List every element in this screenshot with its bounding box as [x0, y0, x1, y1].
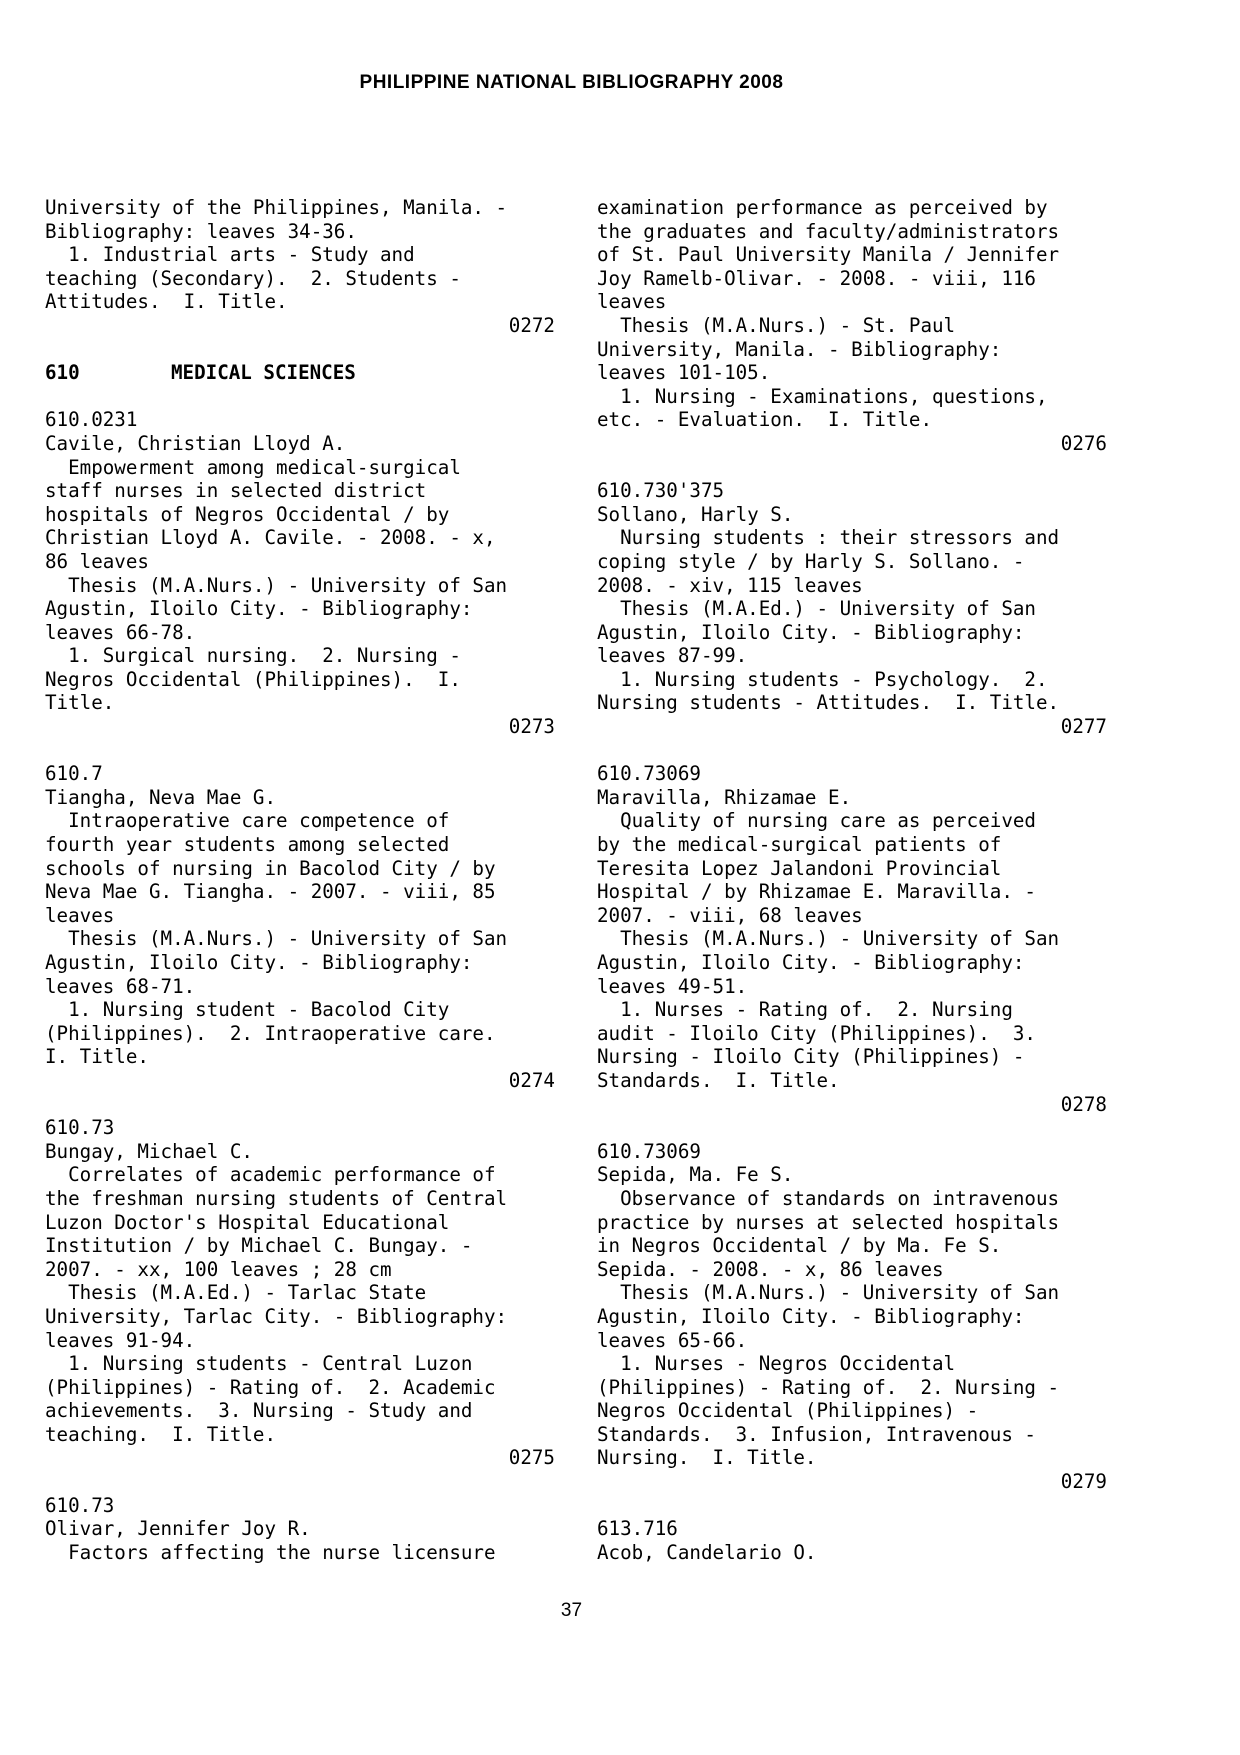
entry-number: 0279 — [1060, 1470, 1107, 1494]
entry-line: in Negros Occidental / by Ma. Fe S. — [597, 1234, 1002, 1258]
entry-line: the freshman nursing students of Central — [45, 1186, 508, 1210]
entry-line: leaves — [45, 903, 115, 927]
section-heading — [45, 361, 555, 385]
entry-line: Correlates of academic performance of — [45, 1163, 496, 1187]
entry-line: Joy Ramelb-Olivar. - 2008. - viii, 116 — [597, 266, 1036, 290]
entry-line: 2008. - xiv, 115 leaves — [597, 573, 863, 597]
entry-line: 1. Surgical nursing. 2. Nursing - — [45, 644, 461, 668]
entry-line: Attitudes. I. Title. — [45, 290, 288, 314]
entry-line: 613.716 — [597, 1517, 678, 1541]
entry-line: University, Tarlac City. - Bibliography: — [45, 1304, 508, 1328]
entry-line: Neva Mae G. Tiangha. - 2007. - viii, 85 — [45, 880, 496, 904]
entry-line: hospitals of Negros Occidental / by — [45, 502, 450, 526]
entry-line: (Philippines). 2. Intraoperative care. — [45, 1021, 496, 1045]
entry-line: 1. Nurses - Negros Occidental — [597, 1352, 956, 1376]
entry-line: the graduates and faculty/administrators — [597, 219, 1060, 243]
entry-line: leaves — [597, 290, 667, 314]
entry-line: practice by nurses at selected hospitals — [597, 1210, 1060, 1234]
entry-line: Thesis (M.A.Ed.) - University of San — [597, 597, 1036, 621]
entry-number: 0275 — [508, 1446, 555, 1470]
blank-line — [45, 1093, 555, 1117]
entry-line: Agustin, Iloilo City. - Bibliography: — [597, 951, 1025, 974]
left-column — [45, 196, 555, 1564]
entry-line: fourth year students among selected — [45, 833, 450, 857]
entry-line: 1. Nurses - Rating of. 2. Nursing — [597, 998, 1013, 1022]
entry-line: 1. Nursing students - Central Luzon — [45, 1352, 473, 1376]
entry-line: Bungay, Michael C. — [45, 1139, 253, 1163]
entry-line: University of the Philippines, Manila. - — [45, 196, 508, 219]
entry-line: (Philippines) - Rating of. 2. Academic — [45, 1375, 496, 1399]
entry-line: Agustin, Iloilo City. - Bibliography: — [45, 597, 473, 621]
entry-line: achievements. 3. Nursing - Study and — [45, 1399, 473, 1423]
entry-number: 0274 — [508, 1068, 555, 1092]
blank-line — [45, 385, 555, 409]
entry-line: Observance of standards on intravenous — [597, 1186, 1060, 1210]
right-column — [597, 196, 1107, 1564]
entry-line: 610.73069 — [597, 1139, 701, 1163]
entry-line: Sepida, Ma. Fe S. — [597, 1163, 794, 1187]
entry-line: Standards. 3. Infusion, Intravenous - — [597, 1422, 1036, 1446]
entry-line: Thesis (M.A.Nurs.) - University of San — [597, 1281, 1060, 1305]
entry-number: 0276 — [1060, 431, 1107, 455]
entry-line: leaves 91-94. — [45, 1328, 196, 1352]
entry-line: audit - Iloilo City (Philippines). 3. — [597, 1021, 1036, 1045]
entry-number: 0273 — [508, 715, 555, 739]
blank-line — [597, 456, 1107, 480]
entry-line: 610.73 — [45, 1116, 115, 1140]
entry-line: leaves 66-78. — [45, 620, 196, 644]
entry-line: Bibliography: leaves 34-36. — [45, 219, 357, 243]
entry-line: Thesis (M.A.Nurs.) - University of San — [597, 927, 1060, 951]
entry-line: Sepida. - 2008. - x, 86 leaves — [597, 1257, 944, 1281]
entry-line: Thesis (M.A.Nurs.) - University of San — [45, 573, 508, 597]
entry-line: 86 leaves — [45, 549, 149, 573]
entry-line: Tiangha, Neva Mae G. — [45, 785, 277, 809]
entry-line: 1. Nursing students - Psychology. 2. — [597, 667, 1048, 691]
section-label: MEDICAL SCIENCES — [171, 361, 356, 385]
entry-line: Nursing students : their stressors and — [597, 526, 1060, 550]
entry-line: Sollano, Harly S. — [597, 502, 794, 526]
entry-line: examination performance as perceived by — [597, 196, 1048, 219]
entry-line: 1. Nursing - Examinations, questions, — [597, 384, 1048, 408]
entry-line: schools of nursing in Bacolod City / by — [45, 856, 496, 880]
page-header: PHILIPPINE NATIONAL BIBLIOGRAPHY 2008 — [359, 72, 784, 93]
entry-line: (Philippines) - Rating of. 2. Nursing - — [597, 1375, 1060, 1399]
entry-line: Luzon Doctor's Hospital Educational — [45, 1210, 450, 1234]
entry-line: Nursing students - Attitudes. I. Title. — [597, 691, 1060, 715]
entry-line: Agustin, Iloilo City. - Bibliography: — [597, 1304, 1025, 1328]
entry-line: Christian Lloyd A. Cavile. - 2008. - x, — [45, 526, 496, 550]
entry-line: Standards. I. Title. — [597, 1068, 840, 1092]
entry-line: Maravilla, Rhizamae E. — [597, 785, 852, 809]
entry-line: Nursing. I. Title. — [597, 1446, 817, 1470]
entry-line: leaves 101-105. — [597, 361, 771, 385]
entry-line: leaves 49-51. — [597, 974, 748, 998]
entry-line: Thesis (M.A.Nurs.) - St. Paul — [597, 313, 956, 337]
entry-line: 610.73069 — [597, 762, 701, 786]
entry-line: 610.73 — [45, 1493, 115, 1517]
entry-line: Institution / by Michael C. Bungay. - — [45, 1234, 473, 1258]
entry-line: University, Manila. - Bibliography: — [597, 337, 1002, 361]
entry-line: 1. Nursing student - Bacolod City — [45, 998, 450, 1022]
entry-line: 610.730'375 — [597, 479, 725, 503]
entry-number: 0278 — [1060, 1092, 1107, 1116]
entry-number: 0272 — [508, 313, 555, 337]
entry-line: Hospital / by Rhizamae E. Maravilla. - — [597, 880, 1036, 904]
entry-line: Agustin, Iloilo City. - Bibliography: — [597, 620, 1025, 644]
entry-line: coping style / by Harly S. Sollano. - — [597, 549, 1025, 573]
page-number: 37 — [560, 1600, 583, 1621]
section-code: 610 — [45, 361, 80, 385]
entry-line: Quality of nursing care as perceived — [597, 809, 1036, 833]
entry-line: Nursing - Iloilo City (Philippines) - — [597, 1045, 1025, 1069]
blank-line — [597, 1494, 1107, 1518]
entry-line: Acob, Candelario O. — [597, 1540, 817, 1564]
entry-line: Thesis (M.A.Ed.) - Tarlac State — [45, 1281, 427, 1305]
blank-line — [597, 1116, 1107, 1140]
entry-line: 1. Industrial arts - Study and — [45, 243, 415, 267]
entry-line: Teresita Lopez Jalandoni Provincial — [597, 856, 1002, 880]
entry-line: Negros Occidental (Philippines). I. — [45, 667, 461, 691]
entry-line: Intraoperative care competence of — [45, 809, 450, 833]
entry-line: of St. Paul University Manila / Jennifer — [597, 243, 1060, 267]
entry-line: etc. - Evaluation. I. Title. — [597, 408, 933, 432]
entry-line: Title. — [45, 691, 115, 715]
entry-line: Negros Occidental (Philippines) - — [597, 1399, 979, 1423]
entry-line: Thesis (M.A.Nurs.) - University of San — [45, 927, 508, 951]
entry-line: staff nurses in selected district — [45, 479, 427, 503]
entry-line: Olivar, Jennifer Joy R. — [45, 1517, 311, 1541]
entry-line: I. Title. — [45, 1045, 149, 1069]
blank-line — [597, 739, 1107, 763]
entry-line: teaching (Secondary). 2. Students - — [45, 266, 461, 290]
entry-line: by the medical-surgical patients of — [597, 833, 1002, 857]
entry-line: 2007. - xx, 100 leaves ; 28 cm — [45, 1257, 392, 1281]
entry-number: 0277 — [1060, 715, 1107, 739]
entry-line: teaching. I. Title. — [45, 1422, 277, 1446]
entry-line: 610.0231 — [45, 408, 138, 432]
entry-line: leaves 65-66. — [597, 1328, 748, 1352]
entry-line: Empowerment among medical-surgical — [45, 455, 461, 479]
entry-line: Factors affecting the nurse licensure — [45, 1540, 496, 1564]
entry-line: leaves 87-99. — [597, 644, 748, 668]
entry-line: Cavile, Christian Lloyd A. — [45, 431, 346, 455]
entry-line: Agustin, Iloilo City. - Bibliography: — [45, 951, 473, 974]
blank-line — [45, 739, 555, 763]
entry-line: 610.7 — [45, 762, 103, 786]
entry-line: leaves 68-71. — [45, 974, 196, 998]
entry-line: 2007. - viii, 68 leaves — [597, 903, 863, 927]
blank-line — [45, 338, 555, 362]
blank-line — [45, 1470, 555, 1494]
